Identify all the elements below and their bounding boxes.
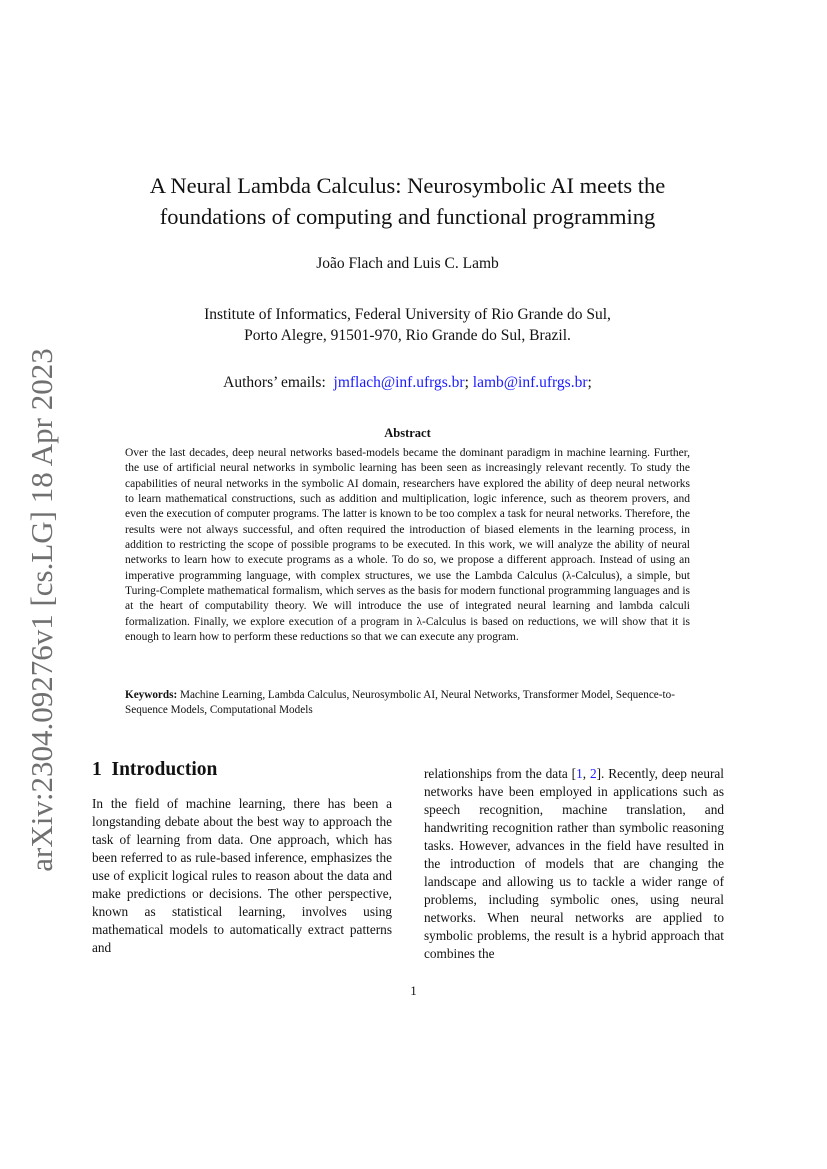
page-number: 1: [410, 983, 417, 998]
keywords: [125, 688, 690, 717]
email-link-lamb[interactable]: lamb@inf.ufrgs.br: [472, 374, 588, 391]
intro-column-right: [424, 765, 724, 963]
abstract-text: Over the last decades, deep neural networks based-models became the dominant paradigm in machine learning. Further, the use of artificial neural networks in symbolic learning has been seen as increasingly relevant recently. To study the capabilities of neural networks in the symbolic AI domain, researchers have explored the ability of deep neural networks to learn mathematical constructions, such as addition and multiplication, logic inference, such as theorem provers, and even the execution of computer programs. The latter is known to be too complex a task for neural networks. Therefore, the results were not always successful, and often required the introduction of biased elements in the learning process, in addition to restricting the scope of possible programs to be executed. In this work, we will analyze the ability of neural networks to learn how to execute programs as a whole. To do so, we propose a different approach. Instead of using an imperative programming language, with complex structures, we use the Lambda Calculus (λ-Calculus), a simple, but Turing-Complete mathematical formalism, which serves as the basis for modern functional programming languages and is at the heart of computability theory. We will introduce the use of integrated neural learning and lambda calculi formalization. Finally, we explore execution of a program in λ-Calculus is based on reductions, we will show that it is enough to learn how to perform these reductions so that we can execute any program.: [125, 447, 690, 644]
arxiv-identifier: arXiv:2304.09276v1 [cs.LG] 18 Apr 2023: [24, 348, 59, 872]
intro-right-text-rest: ]. Recently, deep neural networks have been employed in applications such as speech recognition, machine translation, and handwriting recognition rather than symbolic reasoning tasks. However, advances in the field have resulted in the introduction of models that are changing the landscape and allowing us to tackle a wider range of problems, including symbolic ones, using neural networks. When neural networks are applied to symbolic problems, the result is a hybrid approach that combines the: [424, 766, 725, 961]
citation-link-1[interactable]: 1: [576, 766, 583, 781]
section-title: Introduction: [111, 759, 218, 780]
keywords-label: Keywords:: [125, 689, 178, 701]
citation-link-2[interactable]: 2: [589, 766, 597, 781]
title-line-2: foundations of computing and functional programming: [159, 204, 656, 229]
affiliation-line-2: Porto Alegre, 91501-970, Rio Grande do Sul, Brazil.: [244, 327, 571, 344]
title-line-1: A Neural Lambda Calculus: Neurosymbolic AI meets the: [149, 173, 666, 198]
intro-right-text-start: relationships from the data [: [424, 766, 577, 781]
author-emails: Authors’ emails: jmflach@inf.ufrgs.br; lamb@inf.ufrgs.br;: [223, 374, 592, 391]
email-link-flach[interactable]: jmflach@inf.ufrgs.br: [333, 374, 465, 391]
affiliation: [120, 304, 695, 346]
arxiv-identifier-sidebar: [22, 348, 62, 872]
citation-separator: ,: [582, 766, 590, 781]
emails-label: Authors’ emails:: [223, 374, 326, 391]
keywords-text: Machine Learning, Lambda Calculus, Neurosymbolic AI, Neural Networks, Transformer Model, Sequence-to-Sequence Models, Computational Models: [125, 689, 675, 716]
paper-title: [120, 170, 695, 232]
section-heading-introduction: [92, 759, 217, 781]
affiliation-line-1: Institute of Informatics, Federal University of Rio Grande do Sul,: [204, 306, 611, 323]
section-number: 1: [92, 759, 102, 780]
intro-column-left: In the field of machine learning, there has been a longstanding debate about the best way to approach the task of learning from data. One approach, which has been referred to as rule-based inference, emphasizes the use of explicit logical rules to reason about the data and make predictions or decisions. The other perspective, known as statistical learning, involves using mathematical models to automatically extract patterns and: [92, 796, 392, 955]
abstract-heading: Abstract: [384, 426, 431, 440]
authors: João Flach and Luis C. Lamb: [316, 255, 499, 272]
